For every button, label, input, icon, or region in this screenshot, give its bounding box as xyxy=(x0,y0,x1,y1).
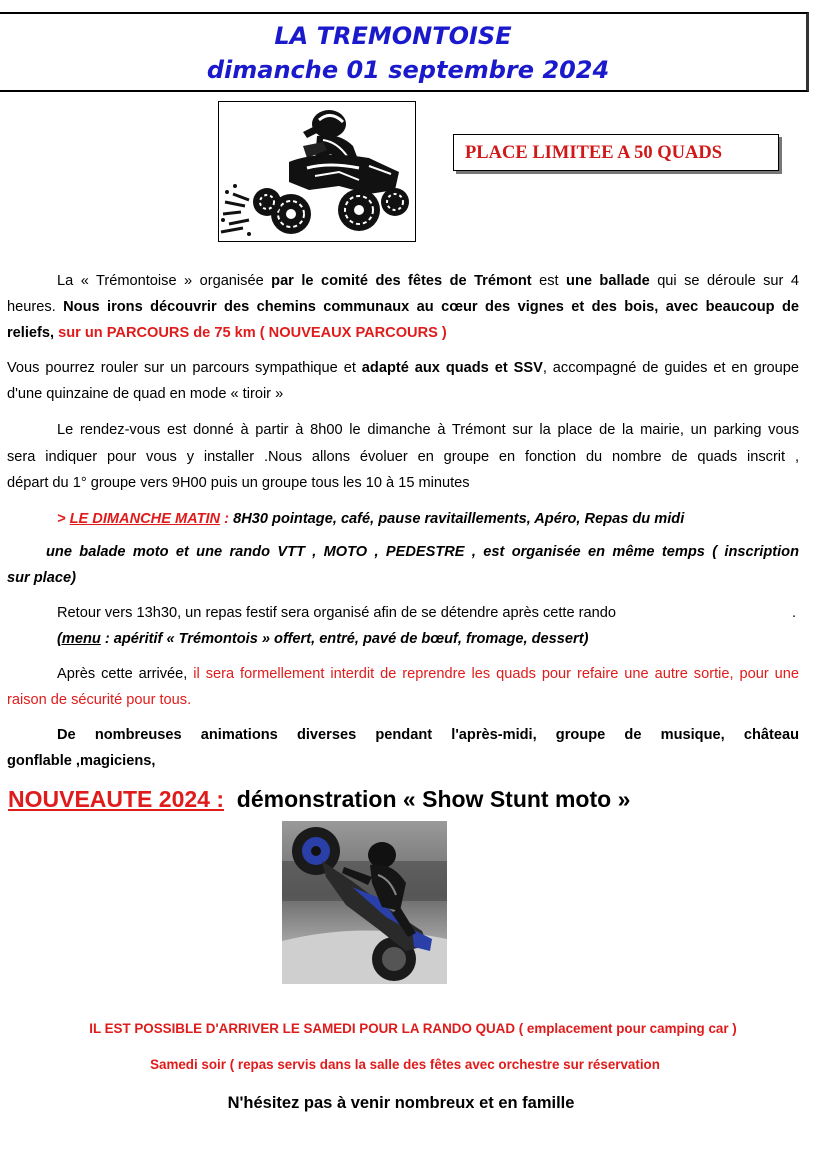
balade-text-2: sur place) xyxy=(7,570,76,586)
menu-line xyxy=(57,628,797,651)
apres-red-text: il sera formellement interdit de reprendre les quads pour refaire une autre sortie, pour une xyxy=(193,666,799,682)
p2-line-2: d'une quinzaine de quad en mode « tiroir » xyxy=(7,386,284,402)
menu-label: (menu xyxy=(57,631,101,647)
dimanche-label: LE DIMANCHE MATIN xyxy=(69,511,221,527)
balade-text: une balade moto et une rando VTT , MOTO , PEDESTRE , est organisée en même temps ( inscription xyxy=(46,544,799,560)
event-title: LA TREMONTOISE xyxy=(274,22,512,50)
place-limitee-box xyxy=(453,134,779,171)
p3-line-1: Le rendez-vous est donné à partir à 8h00 le dimanche à Trémont sur la place de la mairie, un parking vous xyxy=(57,422,799,438)
closing-line: N'hésitez pas à venir nombreux et en famille xyxy=(227,1094,575,1112)
intro-parcours-red: sur un PARCOURS de 75 km ( NOUVEAUX PARCOURS ) xyxy=(58,325,447,341)
intro-text: qui se déroule sur 4 xyxy=(649,273,799,289)
intro-bold-ballade: une ballade xyxy=(566,273,650,289)
intro-text: est xyxy=(531,273,567,289)
quad-rider-image xyxy=(218,101,416,242)
intro-line-2 xyxy=(7,296,799,319)
intro-line-3 xyxy=(7,322,799,345)
nouveaute-label: NOUVEAUTE 2024 : xyxy=(8,786,225,812)
menu-text: : apéritif « Trémontois » offert, entré, pavé de bœuf, fromage, dessert) xyxy=(100,631,589,647)
quad-illustration xyxy=(219,102,415,241)
balade-line-2 xyxy=(7,567,799,590)
stunt-moto-photo xyxy=(282,821,447,984)
p2-line-1 xyxy=(7,357,799,380)
retour-line xyxy=(57,602,797,625)
p3-line-3: départ du 1° groupe vers 9H00 puis un groupe tous les 10 à 15 minutes xyxy=(7,475,470,491)
p2-text: , accompagné de guides et en groupe xyxy=(542,360,800,376)
animations-line-1: De nombreuses animations diverses pendant l'après-midi, groupe de musique, château xyxy=(57,727,799,743)
stunt-illustration xyxy=(282,821,447,984)
p2-bold-quads: adapté aux quads et SSV xyxy=(361,360,543,376)
header-box xyxy=(0,12,809,92)
nouveaute-heading xyxy=(8,786,630,813)
place-limitee-text: PLACE LIMITEE A 50 QUADS xyxy=(465,143,722,163)
intro-bold-reliefs: reliefs, xyxy=(7,325,59,341)
apres-line-1 xyxy=(7,663,799,686)
event-date: dimanche 01 septembre 2024 xyxy=(206,56,610,84)
dimanche-matin-line xyxy=(57,508,797,531)
intro-line-1 xyxy=(7,270,799,293)
dimanche-arrow: > xyxy=(57,511,70,527)
animations-line-2: gonflable ,magiciens, xyxy=(7,753,156,769)
nouveaute-text: démonstration « Show Stunt moto » xyxy=(236,786,631,812)
intro-text: heures. xyxy=(7,299,64,315)
intro-bold-organizer: par le comité des fêtes de Trémont xyxy=(271,273,532,289)
apres-line-2: raison de sécurité pour tous. xyxy=(7,692,192,708)
dimanche-sep: : xyxy=(220,511,230,527)
retour-text: Retour vers 13h30, un repas festif sera organisé afin de se détendre après cette rando xyxy=(57,605,616,621)
samedi-line-1: IL EST POSSIBLE D'ARRIVER LE SAMEDI POUR LA RANDO QUAD ( emplacement pour camping car ) xyxy=(89,1021,737,1036)
p2-text: Vous pourrez rouler sur un parcours sympathique et xyxy=(7,360,362,376)
samedi-line-2: Samedi soir ( repas servis dans la salle des fêtes avec orchestre sur réservation xyxy=(150,1057,660,1072)
dimanche-text: 8H30 pointage, café, pause ravitaillements, Apéro, Repas du midi xyxy=(229,511,685,527)
apres-text: Après cette arrivée, xyxy=(57,666,194,682)
p3-line-2: sera indiquer pour vous y installer .Nous allons évoluer en groupe en fonction du nombre de quads inscrit , xyxy=(7,449,799,465)
intro-bold-chemins: Nous irons découvrir des chemins communaux au cœur des vignes et des bois, avec beaucoup de xyxy=(63,299,799,315)
intro-text: La « Trémontoise » organisée xyxy=(57,273,272,289)
balade-line-1 xyxy=(7,541,799,564)
retour-dot: . xyxy=(792,605,797,621)
